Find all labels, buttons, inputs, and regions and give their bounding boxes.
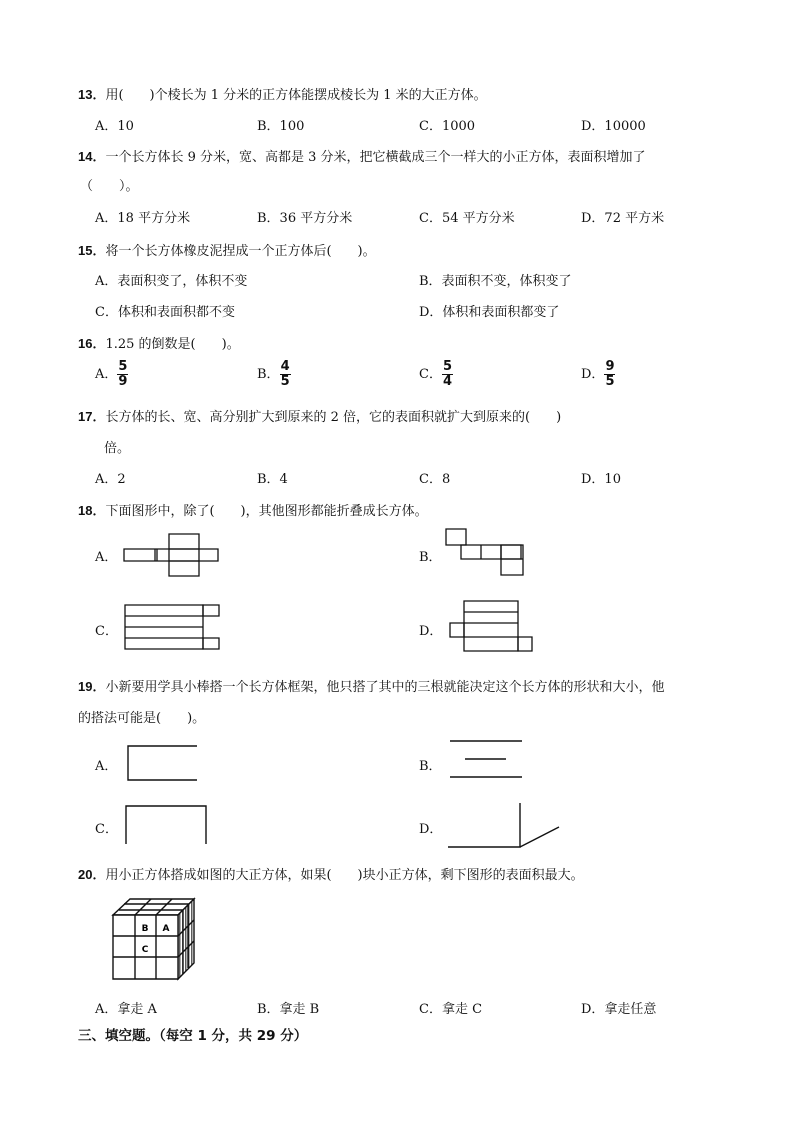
question-text: 一个长方体长 9 分米，宽、高都是 3 分米，把它横截成三个一样大的小正方体，表面积增加了 <box>105 150 646 165</box>
option-b[interactable]: B． <box>419 759 442 774</box>
net-figure-a <box>122 532 218 578</box>
cube-label-c: C <box>141 945 149 955</box>
option-d[interactable]: D．拿走任意 <box>581 1002 657 1017</box>
option-a[interactable]: A．表面积变了，体积不变 <box>95 274 248 289</box>
question-text: 用小正方体搭成如图的大正方体，如果( )块小正方体，剩下图形的表面积最大。 <box>105 868 584 883</box>
question-number: 20． <box>78 867 106 882</box>
question-17 <box>78 406 561 425</box>
cube-label-a: A <box>162 924 170 934</box>
question-text: 小新要用学具小棒搭一个长方体框架，他只搭了其中的三根就能决定这个长方体的形状和大小，他 <box>105 680 665 695</box>
question-number: 14． <box>78 149 106 164</box>
question-19-continuation: 的搭法可能是( )。 <box>78 711 206 726</box>
cube-label-b: B <box>141 924 149 934</box>
net-figure-c <box>123 603 221 651</box>
fraction: $\frac{5}{4}$ <box>442 359 452 389</box>
net-figure-d <box>448 599 536 655</box>
option-b[interactable] <box>257 360 291 389</box>
option-b[interactable]: B．36 平方分米 <box>257 211 353 226</box>
option-c[interactable]: C．54 平方分米 <box>419 211 515 226</box>
option-a[interactable]: A．18 平方分米 <box>95 211 191 226</box>
option-b[interactable]: B．4 <box>257 472 288 487</box>
question-19 <box>78 676 664 695</box>
option-c[interactable]: C．体积和表面积都不变 <box>95 305 235 320</box>
option-label: C． <box>419 367 442 382</box>
question-number: 15． <box>78 243 106 258</box>
sticks-figure-c <box>123 804 209 846</box>
option-d[interactable]: D． <box>419 822 443 837</box>
question-13 <box>78 84 487 103</box>
option-c[interactable]: C．8 <box>419 472 451 487</box>
question-number: 18． <box>78 503 106 518</box>
question-text: 下面图形中，除了( )，其他图形都能折叠成长方体。 <box>105 504 428 519</box>
option-label: D． <box>581 367 605 382</box>
option-a[interactable]: A．拿走 A <box>95 1002 157 1017</box>
question-18 <box>78 500 428 519</box>
fraction: $\frac{4}{5}$ <box>280 359 290 389</box>
fraction: $\frac{9}{5}$ <box>605 359 615 389</box>
option-a[interactable] <box>95 360 128 389</box>
sticks-figure-a <box>125 744 199 782</box>
option-c[interactable]: C．拿走 C <box>419 1002 483 1017</box>
question-16 <box>78 333 240 352</box>
option-a[interactable]: A．2 <box>95 472 126 487</box>
option-c[interactable]: C． <box>95 822 118 837</box>
option-a[interactable]: A．10 <box>95 119 134 134</box>
question-15 <box>78 240 376 259</box>
net-figure-b <box>444 527 526 579</box>
question-17-continuation: 倍。 <box>104 441 131 456</box>
option-b[interactable]: B．100 <box>257 119 305 134</box>
section-heading: 三、填空题。（每空 1 分，共 29 分） <box>78 1028 308 1044</box>
sticks-figure-d <box>446 800 562 850</box>
option-b[interactable]: B． <box>419 550 442 565</box>
option-d[interactable]: D．10 <box>581 472 621 487</box>
option-b[interactable]: B．拿走 B <box>257 1002 320 1017</box>
option-label: A． <box>95 367 118 382</box>
option-c[interactable]: C．1000 <box>419 119 476 134</box>
fraction: $\frac{5}{9}$ <box>118 359 128 389</box>
option-a[interactable]: A． <box>95 550 118 565</box>
question-14 <box>78 146 646 165</box>
option-d[interactable] <box>581 360 615 389</box>
option-label: B． <box>257 367 280 382</box>
question-number: 13． <box>78 87 106 102</box>
question-text: 将一个长方体橡皮泥捏成一个正方体后( )。 <box>105 244 376 259</box>
option-a[interactable]: A． <box>95 759 118 774</box>
question-number: 17． <box>78 409 106 424</box>
question-20 <box>78 864 584 883</box>
question-text: 1.25 的倒数是( )。 <box>105 337 240 352</box>
option-c[interactable]: C． <box>95 624 118 639</box>
question-14-continuation: （ ）。 <box>80 179 139 194</box>
question-number: 19． <box>78 679 106 694</box>
question-text: 用( )个棱长为 1 分米的正方体能摆成棱长为 1 米的大正方体。 <box>105 88 487 103</box>
option-d[interactable]: D．72 平方米 <box>581 211 665 226</box>
option-c[interactable] <box>419 360 453 389</box>
option-d[interactable]: D．体积和表面积都变了 <box>419 305 560 320</box>
sticks-figure-b <box>448 738 524 780</box>
option-d[interactable]: D． <box>419 624 443 639</box>
question-number: 16． <box>78 336 106 351</box>
option-d[interactable]: D．10000 <box>581 119 646 134</box>
option-b[interactable]: B．表面积不变，体积变了 <box>419 274 572 289</box>
cube-figure <box>110 896 200 982</box>
question-text: 长方体的长、宽、高分别扩大到原来的 2 倍，它的表面积就扩大到原来的( ) <box>105 410 562 425</box>
